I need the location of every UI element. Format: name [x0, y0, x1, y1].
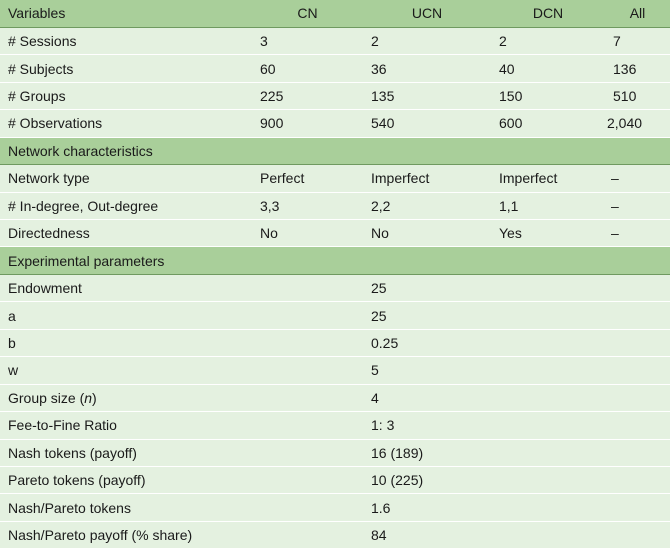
table-row: [0, 357, 670, 384]
row-label: # Sessions: [0, 27, 252, 54]
header-dcn: DCN: [491, 0, 605, 27]
table-row: [0, 412, 670, 439]
section-title: Experimental parameters: [0, 247, 670, 274]
param-label: Pareto tokens (payoff): [0, 466, 363, 493]
param-value: 1.6: [363, 494, 670, 521]
param-value: 1: 3: [363, 412, 670, 439]
cell-cn: 225: [252, 82, 363, 109]
table-row: [0, 165, 670, 192]
table-row: [0, 384, 670, 411]
table-row: [0, 110, 670, 137]
table-header-row: [0, 0, 670, 27]
param-label: b: [0, 329, 363, 356]
row-label: Directedness: [0, 220, 252, 247]
cell-all: –: [605, 165, 670, 192]
param-label: a: [0, 302, 363, 329]
header-all: All: [605, 0, 670, 27]
section-header-parameters: [0, 247, 670, 274]
table-row: [0, 192, 670, 219]
cell-dcn: 40: [491, 55, 605, 82]
header-variables: Variables: [0, 0, 252, 27]
row-label: # Groups: [0, 82, 252, 109]
row-label: # In-degree, Out-degree: [0, 192, 252, 219]
param-value: 4: [363, 384, 670, 411]
cell-cn: No: [252, 220, 363, 247]
param-label: Nash/Pareto payoff (% share): [0, 521, 363, 548]
row-label: Network type: [0, 165, 252, 192]
cell-all: 136: [605, 55, 670, 82]
param-value: 25: [363, 302, 670, 329]
table-row: [0, 274, 670, 301]
cell-ucn: 540: [363, 110, 491, 137]
cell-all: 2,040: [605, 110, 670, 137]
table-row: [0, 494, 670, 521]
cell-ucn: Imperfect: [363, 165, 491, 192]
table-row: [0, 27, 670, 54]
header-cn: CN: [252, 0, 363, 27]
table-row: [0, 439, 670, 466]
header-ucn: UCN: [363, 0, 491, 27]
cell-dcn: 150: [491, 82, 605, 109]
section-header-network: [0, 137, 670, 164]
cell-cn: Perfect: [252, 165, 363, 192]
row-label: # Subjects: [0, 55, 252, 82]
param-value: 84: [363, 521, 670, 548]
section-title: Network characteristics: [0, 137, 670, 164]
cell-ucn: 135: [363, 82, 491, 109]
table-row: [0, 82, 670, 109]
cell-all: 510: [605, 82, 670, 109]
cell-dcn: Yes: [491, 220, 605, 247]
cell-cn: 900: [252, 110, 363, 137]
cell-cn: 60: [252, 55, 363, 82]
cell-all: 7: [605, 27, 670, 54]
table-row: [0, 302, 670, 329]
cell-dcn: 2: [491, 27, 605, 54]
cell-ucn: No: [363, 220, 491, 247]
cell-ucn: 2: [363, 27, 491, 54]
table-row: [0, 466, 670, 493]
cell-dcn: Imperfect: [491, 165, 605, 192]
row-label: # Observations: [0, 110, 252, 137]
param-label: Fee-to-Fine Ratio: [0, 412, 363, 439]
cell-dcn: 1,1: [491, 192, 605, 219]
cell-ucn: 2,2: [363, 192, 491, 219]
param-label: Endowment: [0, 274, 363, 301]
param-value: 0.25: [363, 329, 670, 356]
param-label: Nash tokens (payoff): [0, 439, 363, 466]
param-value: 25: [363, 274, 670, 301]
table-row: [0, 329, 670, 356]
label-suffix: ): [92, 389, 97, 406]
cell-all: –: [605, 192, 670, 219]
cell-ucn: 36: [363, 55, 491, 82]
table-row: [0, 55, 670, 82]
cell-cn: 3: [252, 27, 363, 54]
param-label: Nash/Pareto tokens: [0, 494, 363, 521]
table-row: [0, 220, 670, 247]
param-value: 5: [363, 357, 670, 384]
param-value: 16 (189): [363, 439, 670, 466]
table-row: [0, 521, 670, 548]
param-label: w: [0, 357, 363, 384]
cell-all: –: [605, 220, 670, 247]
param-label: [0, 384, 363, 411]
param-value: 10 (225): [363, 466, 670, 493]
cell-cn: 3,3: [252, 192, 363, 219]
label-italic: n: [84, 389, 93, 406]
label-prefix: Group size (: [8, 389, 85, 406]
cell-dcn: 600: [491, 110, 605, 137]
